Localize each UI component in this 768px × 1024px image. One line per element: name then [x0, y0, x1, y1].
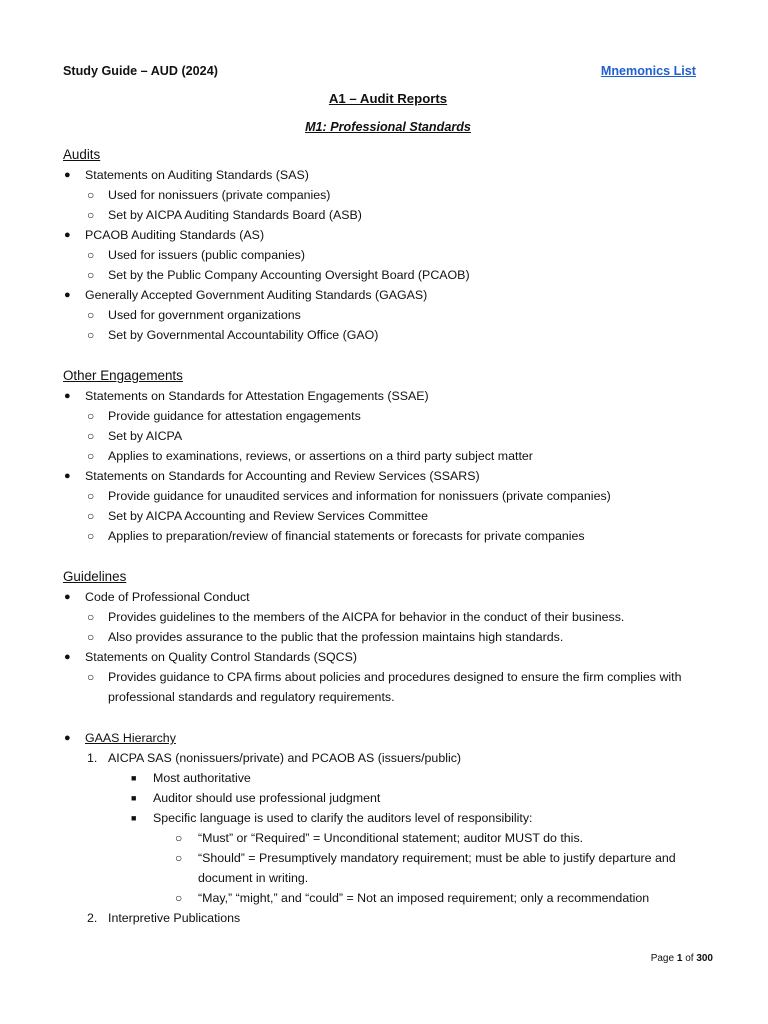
bullet-icon: ● [64, 390, 71, 402]
list-item: ● PCAOB Auditing Standards (AS) [63, 225, 713, 245]
bullet-icon: ● [64, 229, 71, 241]
list-item: ○ Provides guidelines to the members of the AICPA for behavior in the conduct of their business. [63, 607, 713, 627]
square-bullet-icon: ■ [131, 813, 137, 823]
circle-bullet-icon: ○ [87, 208, 95, 222]
list-item: ○ Provide guidance for unaudited services and information for nonissuers (private companies) [63, 486, 713, 506]
list-item: ○ Used for nonissuers (private companies) [63, 185, 713, 205]
list-item: ○ Set by Governmental Accountability Office (GAO) [63, 325, 713, 345]
list-item: ○ “May,” “might,” and “could” = Not an imposed requirement; only a recommendation [63, 888, 713, 908]
circle-bullet-icon: ○ [87, 489, 95, 503]
mnemonics-list-link[interactable]: Mnemonics List [600, 64, 696, 78]
list-item: ■ Specific language is used to clarify the auditors level of responsibility: [63, 808, 713, 828]
section-heading-other-engagements: Other Engagements [63, 368, 183, 383]
circle-bullet-icon: ○ [87, 449, 95, 463]
list-item: ○ Set by AICPA Accounting and Review Services Committee [63, 506, 713, 526]
circle-bullet-icon: ○ [175, 851, 183, 865]
list-item: ○ Used for government organizations [63, 305, 713, 325]
bullet-icon: ● [64, 591, 71, 603]
bullet-icon: ● [64, 169, 71, 181]
circle-bullet-icon: ○ [87, 248, 95, 262]
square-bullet-icon: ■ [131, 773, 137, 783]
circle-bullet-icon: ○ [175, 831, 183, 845]
guide-title: Study Guide – AUD (2024) [63, 64, 218, 78]
page-number: Page 1 of 300 [650, 953, 713, 964]
section-heading-audits: Audits [63, 147, 101, 162]
numbered-item: 2. Interpretive Publications [87, 911, 241, 925]
list-item: ○ Set by AICPA [63, 426, 713, 446]
list-item: ● Statements on Quality Control Standards (SQCS) [63, 647, 713, 667]
list-item: ○ “Must” or “Required” = Unconditional statement; auditor MUST do this. [63, 828, 713, 848]
list-item: ○ “Should” = Presumptively mandatory requirement; must be able to justify departure and document in writing. [63, 848, 718, 888]
bullet-icon: ● [64, 651, 71, 663]
module-title: M1: Professional Standards [305, 120, 471, 134]
list-item: ■ Auditor should use professional judgment [63, 788, 713, 808]
circle-bullet-icon: ○ [87, 529, 95, 543]
circle-bullet-icon: ○ [87, 429, 95, 443]
page-header [63, 64, 696, 84]
circle-bullet-icon: ○ [87, 188, 95, 202]
list-item [63, 728, 713, 748]
circle-bullet-icon: ○ [87, 610, 95, 624]
bullet-icon: ● [64, 470, 71, 482]
circle-bullet-icon: ○ [87, 409, 95, 423]
square-bullet-icon: ■ [131, 793, 137, 803]
list-item: ● Statements on Standards for Attestation Engagements (SSAE) [63, 386, 713, 406]
section-heading-gaas-hierarchy: GAAS Hierarchy [85, 731, 176, 745]
list-item: ○ Also provides assurance to the public that the profession maintains high standards. [63, 627, 713, 647]
circle-bullet-icon: ○ [87, 328, 95, 342]
list-item: ■ Most authoritative [63, 768, 713, 788]
bullet-icon: ● [64, 289, 71, 301]
circle-bullet-icon: ○ [87, 509, 95, 523]
circle-bullet-icon: ○ [87, 630, 95, 644]
circle-bullet-icon: ○ [175, 891, 183, 905]
list-item: ○ Provides guidance to CPA firms about policies and procedures designed to ensure the firm complies with professional standards and regulatory requirements. [63, 667, 713, 707]
list-item: ● Statements on Standards for Accounting and Review Services (SSARS) [63, 466, 713, 486]
bullet-icon: ● [64, 732, 71, 744]
content-body [63, 145, 713, 928]
list-item: ○ Used for issuers (public companies) [63, 245, 713, 265]
list-item: ● Code of Professional Conduct [63, 587, 713, 607]
circle-bullet-icon: ○ [87, 308, 95, 322]
chapter-title: A1 – Audit Reports [328, 91, 448, 106]
list-item: ○ Applies to preparation/review of financial statements or forecasts for private companies [63, 526, 713, 546]
circle-bullet-icon: ○ [87, 670, 95, 684]
list-item: ○ Set by AICPA Auditing Standards Board (ASB) [63, 205, 713, 225]
list-item: ○ Applies to examinations, reviews, or assertions on a third party subject matter [63, 446, 713, 466]
list-item: ● Statements on Auditing Standards (SAS) [63, 165, 713, 185]
list-item: ● Generally Accepted Government Auditing Standards (GAGAS) [63, 285, 713, 305]
circle-bullet-icon: ○ [87, 268, 95, 282]
list-item: ○ Provide guidance for attestation engagements [63, 406, 713, 426]
section-heading-guidelines: Guidelines [63, 569, 127, 584]
list-item: ○ Set by the Public Company Accounting Oversight Board (PCAOB) [63, 265, 713, 285]
numbered-item: 1. AICPA SAS (nonissuers/private) and PCAOB AS (issuers/public) [87, 751, 462, 765]
